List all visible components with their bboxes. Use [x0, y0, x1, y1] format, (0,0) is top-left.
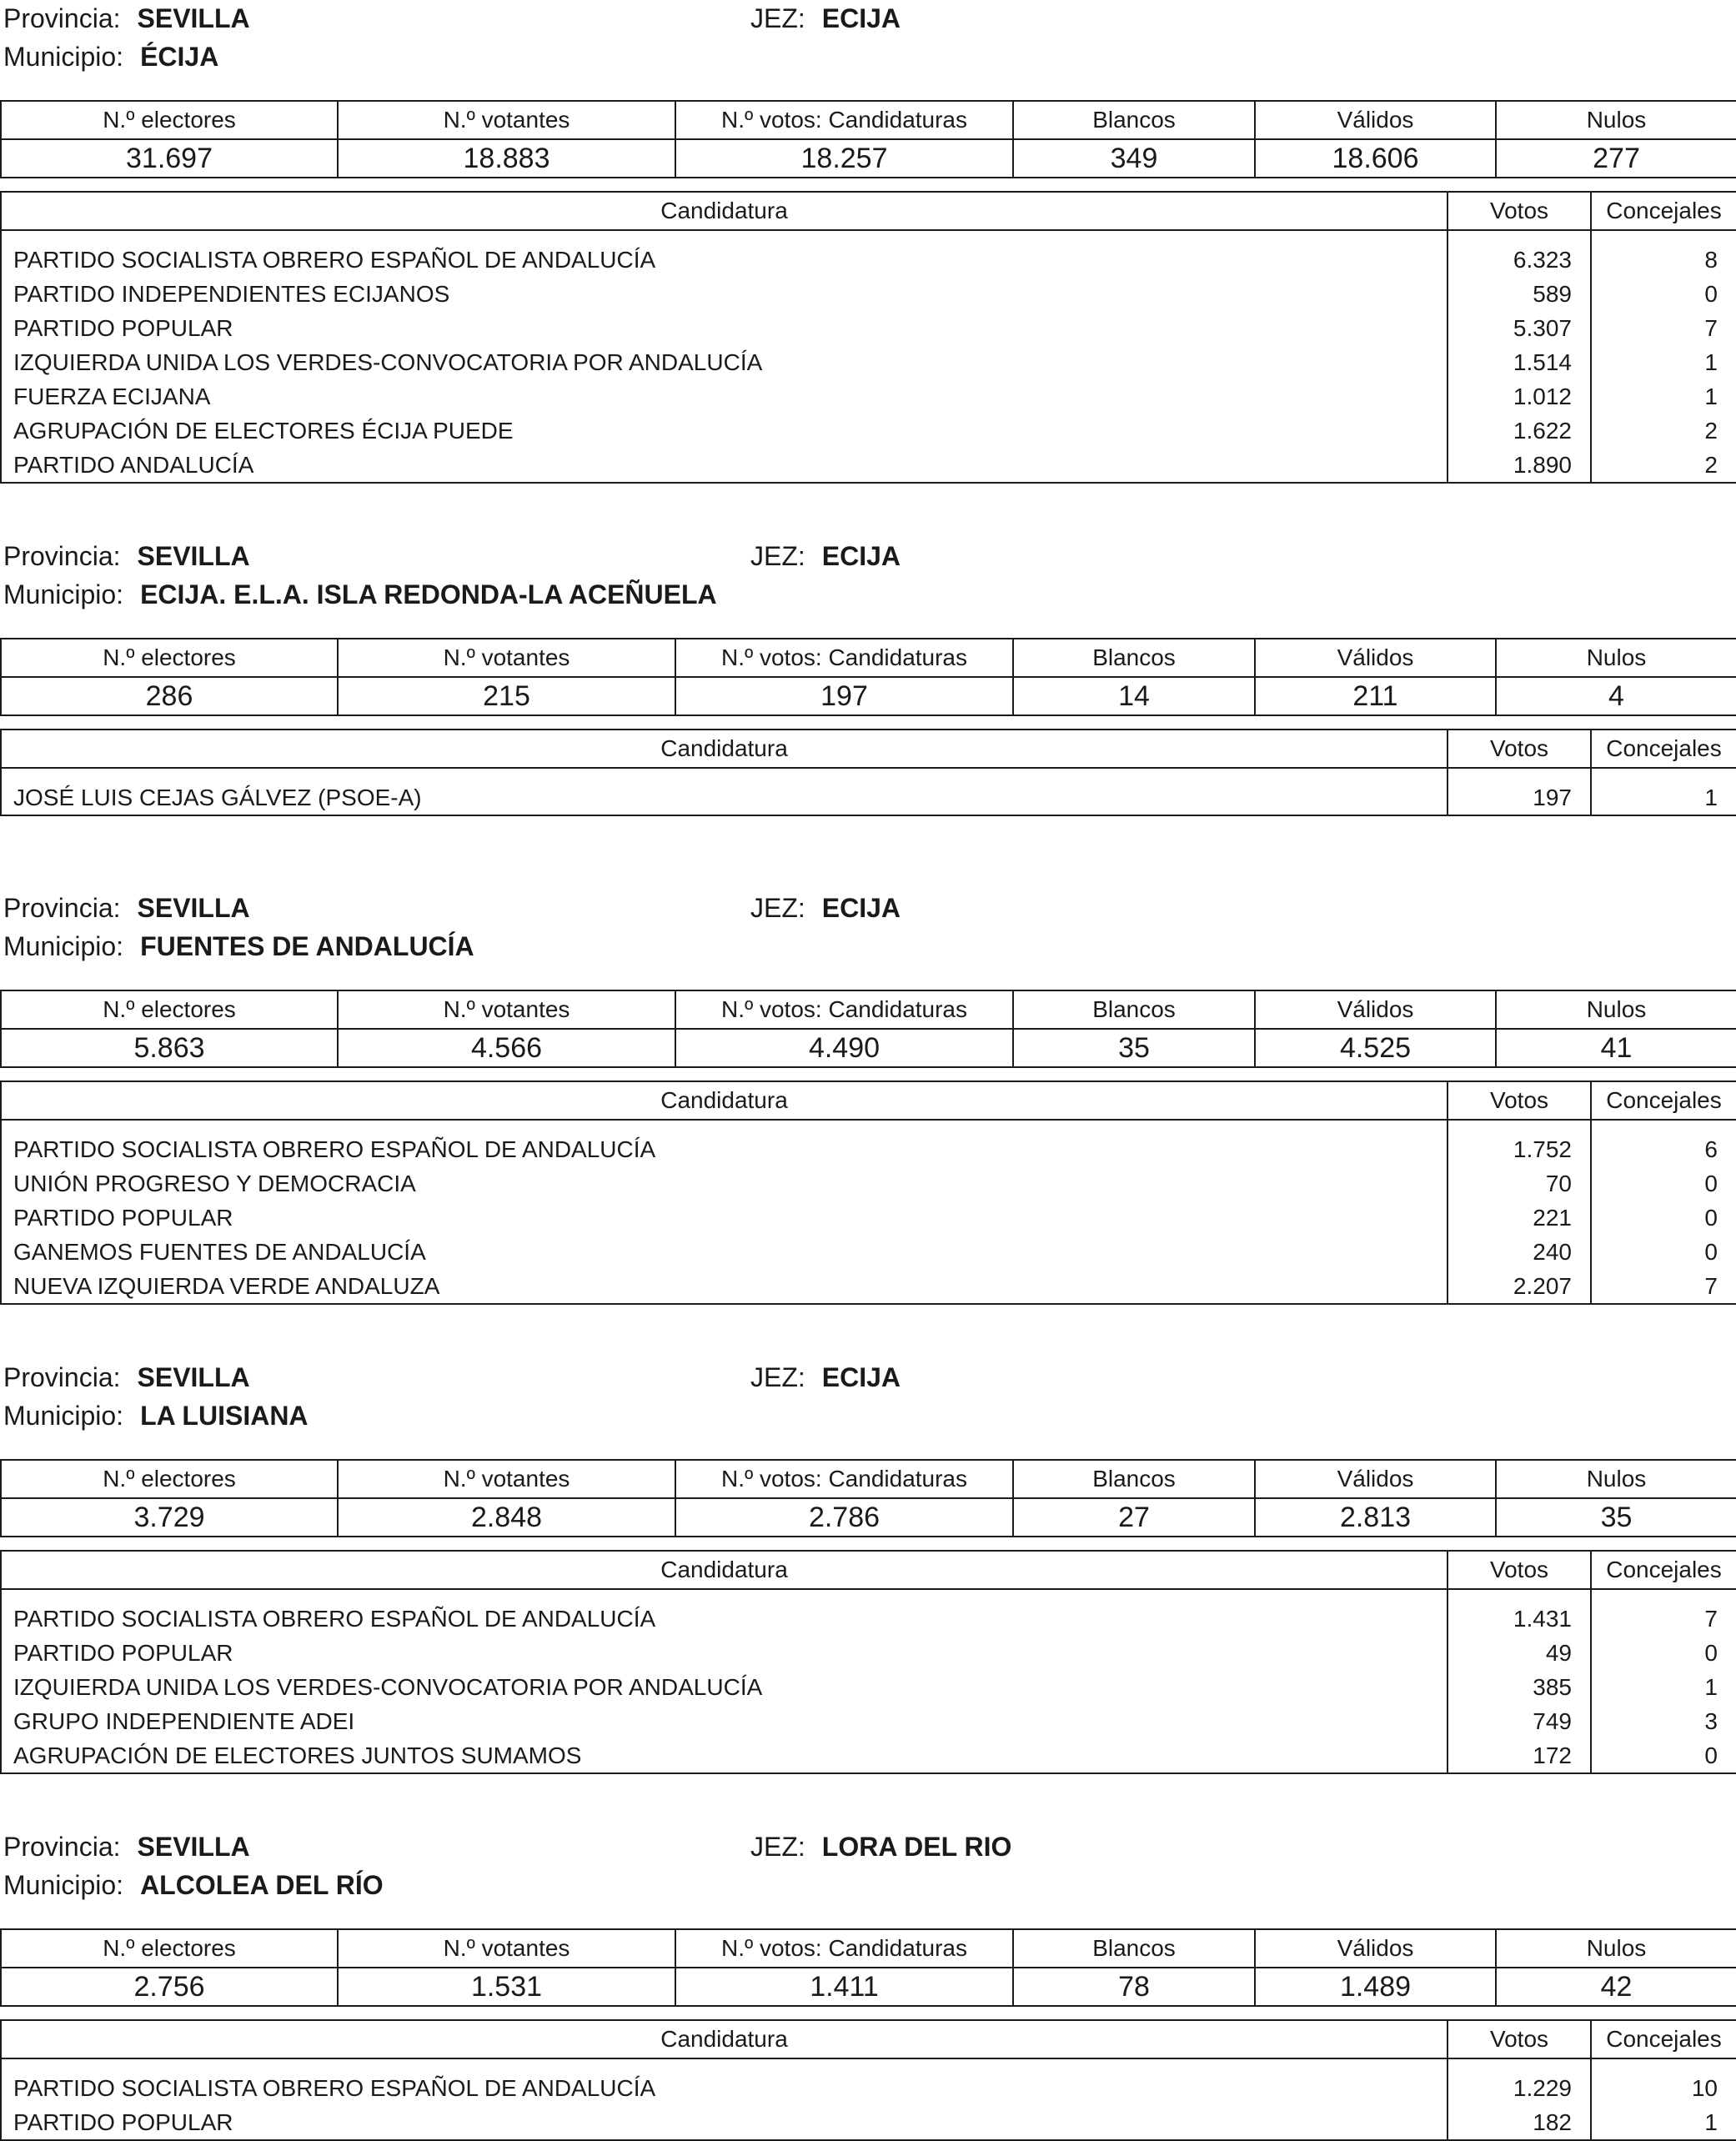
candidate-name: PARTIDO POPULAR: [13, 1204, 233, 1231]
municipio-label: Municipio:: [3, 42, 124, 72]
candidate-votos: 221: [1448, 1201, 1591, 1235]
summary-header-validos: Válidos: [1255, 1460, 1496, 1498]
summary-value-validos: 2.813: [1255, 1498, 1496, 1537]
header-candidatura: Candidatura: [1, 192, 1448, 230]
summary-value-votos_candidaturas: 197: [675, 677, 1013, 715]
summary-value-electores: 2.756: [1, 1968, 338, 2006]
candidate-name: IZQUIERDA UNIDA LOS VERDES-CONVOCATORIA POR ANDALUCÍA: [13, 348, 763, 375]
summary-header-electores: N.º electores: [1, 639, 338, 677]
summary-value-nulos: 41: [1496, 1029, 1736, 1067]
candidate-row: [1, 230, 1736, 277]
summary-value-votantes: 18.883: [338, 139, 675, 178]
provincia-label: Provincia:: [3, 3, 121, 33]
summary-value-validos: 18.606: [1255, 139, 1496, 178]
summary-header-electores: N.º electores: [1, 1929, 338, 1968]
summary-header-electores: N.º electores: [1, 990, 338, 1029]
summary-table: [0, 1928, 1736, 2007]
header-candidatura: Candidatura: [1, 1551, 1448, 1589]
summary-table: [0, 1459, 1736, 1537]
summary-value-electores: 31.697: [1, 139, 338, 178]
jez-label: JEZ:: [750, 1832, 805, 1862]
summary-value-blancos: 14: [1013, 677, 1255, 715]
summary-header-votos_candidaturas: N.º votos: Candidaturas: [675, 990, 1013, 1029]
candidate-votos: 240: [1448, 1235, 1591, 1269]
summary-header-votos_candidaturas: N.º votos: Candidaturas: [675, 1460, 1013, 1498]
summary-value-blancos: 35: [1013, 1029, 1255, 1067]
summary-header-validos: Válidos: [1255, 990, 1496, 1029]
jez-value: ECIJA: [821, 1362, 901, 1392]
summary-value-validos: 1.489: [1255, 1968, 1496, 2006]
candidate-votos: 70: [1448, 1166, 1591, 1201]
summary-table: [0, 638, 1736, 716]
candidate-concejales: 8: [1591, 230, 1736, 277]
candidate-name: PARTIDO ANDALUCÍA: [13, 451, 254, 478]
provincia-line: [3, 1830, 250, 1863]
summary-value-blancos: 27: [1013, 1498, 1255, 1537]
candidate-row: [1, 1589, 1736, 1636]
summary-table: [0, 100, 1736, 178]
jez-line: [750, 539, 901, 573]
jez-label: JEZ:: [750, 893, 805, 923]
summary-header-nulos: Nulos: [1496, 639, 1736, 677]
candidate-votos: 385: [1448, 1670, 1591, 1704]
candidate-concejales: 1: [1591, 345, 1736, 379]
candidate-concejales: 3: [1591, 1704, 1736, 1738]
header-concejales: Concejales: [1591, 1551, 1736, 1589]
candidate-votos: 589: [1448, 277, 1591, 311]
header-concejales: Concejales: [1591, 192, 1736, 230]
summary-value-votos_candidaturas: 4.490: [675, 1029, 1013, 1067]
candidate-concejales: 6: [1591, 1120, 1736, 1166]
candidate-concejales: 10: [1591, 2058, 1736, 2105]
summary-header-votantes: N.º votantes: [338, 101, 675, 139]
candidate-name: NUEVA IZQUIERDA VERDE ANDALUZA: [13, 1272, 440, 1299]
header-votos: Votos: [1448, 1081, 1591, 1120]
candidates-table: [0, 1081, 1736, 1305]
candidate-votos: 6.323: [1448, 230, 1591, 277]
summary-value-votantes: 1.531: [338, 1968, 675, 2006]
provincia-line: [3, 891, 250, 925]
candidate-name: GRUPO INDEPENDIENTE ADEI: [13, 1707, 355, 1734]
municipio-label: Municipio:: [3, 1870, 124, 1900]
candidate-concejales: 2: [1591, 414, 1736, 448]
candidate-row: [1, 1670, 1736, 1704]
municipio-label: Municipio:: [3, 1401, 124, 1431]
candidate-votos: 1.514: [1448, 345, 1591, 379]
summary-values-row: [1, 1968, 1736, 2006]
summary-header-blancos: Blancos: [1013, 101, 1255, 139]
header-concejales: Concejales: [1591, 730, 1736, 768]
summary-header-row: [1, 1929, 1736, 1968]
jez-label: JEZ:: [750, 541, 805, 571]
candidate-name: AGRUPACIÓN DE ELECTORES JUNTOS SUMAMOS: [13, 1742, 582, 1768]
candidate-concejales: 0: [1591, 1201, 1736, 1235]
candidate-concejales: 1: [1591, 1670, 1736, 1704]
candidate-row: [1, 311, 1736, 345]
jez-line: [750, 891, 901, 925]
candidate-votos: 2.207: [1448, 1269, 1591, 1304]
summary-header-votos_candidaturas: N.º votos: Candidaturas: [675, 1929, 1013, 1968]
summary-header-blancos: Blancos: [1013, 1929, 1255, 1968]
candidate-name: PARTIDO POPULAR: [13, 1639, 233, 1666]
municipio-value: ALCOLEA DEL RÍO: [140, 1870, 384, 1900]
candidate-votos: 749: [1448, 1704, 1591, 1738]
candidate-row: [1, 414, 1736, 448]
summary-value-validos: 4.525: [1255, 1029, 1496, 1067]
candidate-votos: 197: [1448, 768, 1591, 815]
candidates-header-row: [1, 1081, 1736, 1120]
jez-label: JEZ:: [750, 1362, 805, 1392]
summary-table: [0, 990, 1736, 1068]
summary-value-blancos: 78: [1013, 1968, 1255, 2006]
candidate-name: PARTIDO SOCIALISTA OBRERO ESPAÑOL DE ANDALUCÍA: [13, 2074, 656, 2101]
summary-header-blancos: Blancos: [1013, 990, 1255, 1029]
summary-value-electores: 5.863: [1, 1029, 338, 1067]
candidate-name: PARTIDO INDEPENDIENTES ECIJANOS: [13, 280, 450, 307]
summary-header-blancos: Blancos: [1013, 639, 1255, 677]
candidate-name: FUERZA ECIJANA: [13, 383, 211, 409]
candidates-table: [0, 2019, 1736, 2141]
summary-header-nulos: Nulos: [1496, 1460, 1736, 1498]
candidate-row: [1, 768, 1736, 815]
candidate-name: JOSÉ LUIS CEJAS GÁLVEZ (PSOE-A): [13, 784, 422, 810]
header-concejales: Concejales: [1591, 1081, 1736, 1120]
summary-header-electores: N.º electores: [1, 1460, 338, 1498]
summary-value-nulos: 42: [1496, 1968, 1736, 2006]
summary-header-row: [1, 990, 1736, 1029]
municipio-line: [3, 578, 717, 611]
summary-value-nulos: 277: [1496, 139, 1736, 178]
candidate-name: IZQUIERDA UNIDA LOS VERDES-CONVOCATORIA POR ANDALUCÍA: [13, 1673, 763, 1700]
candidate-row: [1, 1738, 1736, 1773]
municipio-line: [3, 1399, 309, 1432]
summary-value-votantes: 2.848: [338, 1498, 675, 1537]
provincia-value: SEVILLA: [137, 1832, 250, 1862]
municipio-value: ÉCIJA: [140, 42, 219, 72]
candidates-table: [0, 729, 1736, 816]
candidate-name: PARTIDO SOCIALISTA OBRERO ESPAÑOL DE ANDALUCÍA: [13, 246, 656, 273]
summary-header-row: [1, 639, 1736, 677]
candidate-row: [1, 1201, 1736, 1235]
candidates-table: [0, 1550, 1736, 1774]
candidate-row: [1, 277, 1736, 311]
municipio-line: [3, 1868, 384, 1902]
candidates-header-row: [1, 192, 1736, 230]
candidate-row: [1, 1166, 1736, 1201]
summary-value-votantes: 215: [338, 677, 675, 715]
municipio-line: [3, 930, 474, 963]
summary-value-electores: 3.729: [1, 1498, 338, 1537]
municipio-value: ECIJA. E.L.A. ISLA REDONDA-LA ACEÑUELA: [140, 579, 717, 609]
municipio-value: FUENTES DE ANDALUCÍA: [140, 931, 474, 961]
candidate-concejales: 1: [1591, 768, 1736, 815]
municipio-label: Municipio:: [3, 579, 124, 609]
summary-header-nulos: Nulos: [1496, 1929, 1736, 1968]
jez-line: [750, 2, 901, 35]
header-votos: Votos: [1448, 730, 1591, 768]
municipio-value: LA LUISIANA: [140, 1401, 309, 1431]
summary-header-validos: Válidos: [1255, 639, 1496, 677]
jez-value: ECIJA: [821, 541, 901, 571]
summary-header-validos: Válidos: [1255, 101, 1496, 139]
summary-value-votos_candidaturas: 18.257: [675, 139, 1013, 178]
summary-header-votantes: N.º votantes: [338, 639, 675, 677]
header-concejales: Concejales: [1591, 2020, 1736, 2058]
summary-header-nulos: Nulos: [1496, 101, 1736, 139]
summary-header-votos_candidaturas: N.º votos: Candidaturas: [675, 639, 1013, 677]
summary-value-blancos: 349: [1013, 139, 1255, 178]
summary-value-validos: 211: [1255, 677, 1496, 715]
summary-header-blancos: Blancos: [1013, 1460, 1255, 1498]
summary-value-votos_candidaturas: 2.786: [675, 1498, 1013, 1537]
summary-header-validos: Válidos: [1255, 1929, 1496, 1968]
jez-value: LORA DEL RIO: [821, 1832, 1012, 1862]
provincia-value: SEVILLA: [137, 1362, 250, 1392]
candidate-concejales: 0: [1591, 1738, 1736, 1773]
municipio-line: [3, 40, 218, 73]
candidate-concejales: 0: [1591, 1166, 1736, 1201]
summary-header-votantes: N.º votantes: [338, 990, 675, 1029]
candidate-row: [1, 448, 1736, 483]
candidate-votos: 1.431: [1448, 1589, 1591, 1636]
candidate-name: UNIÓN PROGRESO Y DEMOCRACIA: [13, 1170, 416, 1196]
candidate-row: [1, 2105, 1736, 2140]
candidate-name: PARTIDO POPULAR: [13, 2108, 233, 2135]
candidate-row: [1, 379, 1736, 414]
summary-header-row: [1, 1460, 1736, 1498]
header-candidatura: Candidatura: [1, 730, 1448, 768]
candidate-votos: 49: [1448, 1636, 1591, 1670]
header-votos: Votos: [1448, 192, 1591, 230]
candidate-votos: 182: [1448, 2105, 1591, 2140]
candidate-name: AGRUPACIÓN DE ELECTORES ÉCIJA PUEDE: [13, 417, 514, 444]
summary-value-nulos: 4: [1496, 677, 1736, 715]
candidate-concejales: 0: [1591, 277, 1736, 311]
candidate-concejales: 1: [1591, 379, 1736, 414]
summary-value-electores: 286: [1, 677, 338, 715]
candidate-concejales: 7: [1591, 311, 1736, 345]
summary-value-votantes: 4.566: [338, 1029, 675, 1067]
candidate-votos: 172: [1448, 1738, 1591, 1773]
jez-line: [750, 1830, 1011, 1863]
summary-values-row: [1, 1498, 1736, 1537]
candidate-name: PARTIDO SOCIALISTA OBRERO ESPAÑOL DE ANDALUCÍA: [13, 1136, 656, 1162]
candidate-row: [1, 345, 1736, 379]
provincia-label: Provincia:: [3, 1832, 121, 1862]
jez-line: [750, 1361, 901, 1394]
provincia-value: SEVILLA: [137, 3, 250, 33]
jez-label: JEZ:: [750, 3, 805, 33]
provincia-label: Provincia:: [3, 893, 121, 923]
summary-value-nulos: 35: [1496, 1498, 1736, 1537]
provincia-line: [3, 1361, 250, 1394]
provincia-value: SEVILLA: [137, 541, 250, 571]
summary-header-row: [1, 101, 1736, 139]
provincia-label: Provincia:: [3, 1362, 121, 1392]
candidate-name: PARTIDO SOCIALISTA OBRERO ESPAÑOL DE ANDALUCÍA: [13, 1605, 656, 1632]
candidates-header-row: [1, 2020, 1736, 2058]
summary-header-votantes: N.º votantes: [338, 1929, 675, 1968]
candidate-votos: 1.229: [1448, 2058, 1591, 2105]
summary-values-row: [1, 139, 1736, 178]
candidate-votos: 5.307: [1448, 311, 1591, 345]
header-votos: Votos: [1448, 1551, 1591, 1589]
summary-header-nulos: Nulos: [1496, 990, 1736, 1029]
candidate-name: GANEMOS FUENTES DE ANDALUCÍA: [13, 1238, 426, 1265]
candidate-concejales: 0: [1591, 1235, 1736, 1269]
header-votos: Votos: [1448, 2020, 1591, 2058]
provincia-line: [3, 2, 250, 35]
candidate-votos: 1.890: [1448, 448, 1591, 483]
candidate-row: [1, 1269, 1736, 1304]
candidate-concejales: 7: [1591, 1589, 1736, 1636]
candidates-header-row: [1, 1551, 1736, 1589]
provincia-value: SEVILLA: [137, 893, 250, 923]
candidate-concejales: 0: [1591, 1636, 1736, 1670]
candidate-row: [1, 2058, 1736, 2105]
candidate-row: [1, 1704, 1736, 1738]
provincia-line: [3, 539, 250, 573]
jez-value: ECIJA: [821, 3, 901, 33]
summary-values-row: [1, 1029, 1736, 1067]
candidate-votos: 1.012: [1448, 379, 1591, 414]
summary-values-row: [1, 677, 1736, 715]
candidate-row: [1, 1636, 1736, 1670]
candidate-row: [1, 1235, 1736, 1269]
candidate-votos: 1.622: [1448, 414, 1591, 448]
header-candidatura: Candidatura: [1, 1081, 1448, 1120]
candidates-header-row: [1, 730, 1736, 768]
candidate-concejales: 2: [1591, 448, 1736, 483]
candidate-concejales: 1: [1591, 2105, 1736, 2140]
candidate-row: [1, 1120, 1736, 1166]
summary-value-votos_candidaturas: 1.411: [675, 1968, 1013, 2006]
candidate-concejales: 7: [1591, 1269, 1736, 1304]
summary-header-votantes: N.º votantes: [338, 1460, 675, 1498]
candidate-votos: 1.752: [1448, 1120, 1591, 1166]
summary-header-votos_candidaturas: N.º votos: Candidaturas: [675, 101, 1013, 139]
provincia-label: Provincia:: [3, 541, 121, 571]
summary-header-electores: N.º electores: [1, 101, 338, 139]
municipio-label: Municipio:: [3, 931, 124, 961]
candidates-table: [0, 191, 1736, 484]
jez-value: ECIJA: [821, 893, 901, 923]
candidate-name: PARTIDO POPULAR: [13, 314, 233, 341]
header-candidatura: Candidatura: [1, 2020, 1448, 2058]
